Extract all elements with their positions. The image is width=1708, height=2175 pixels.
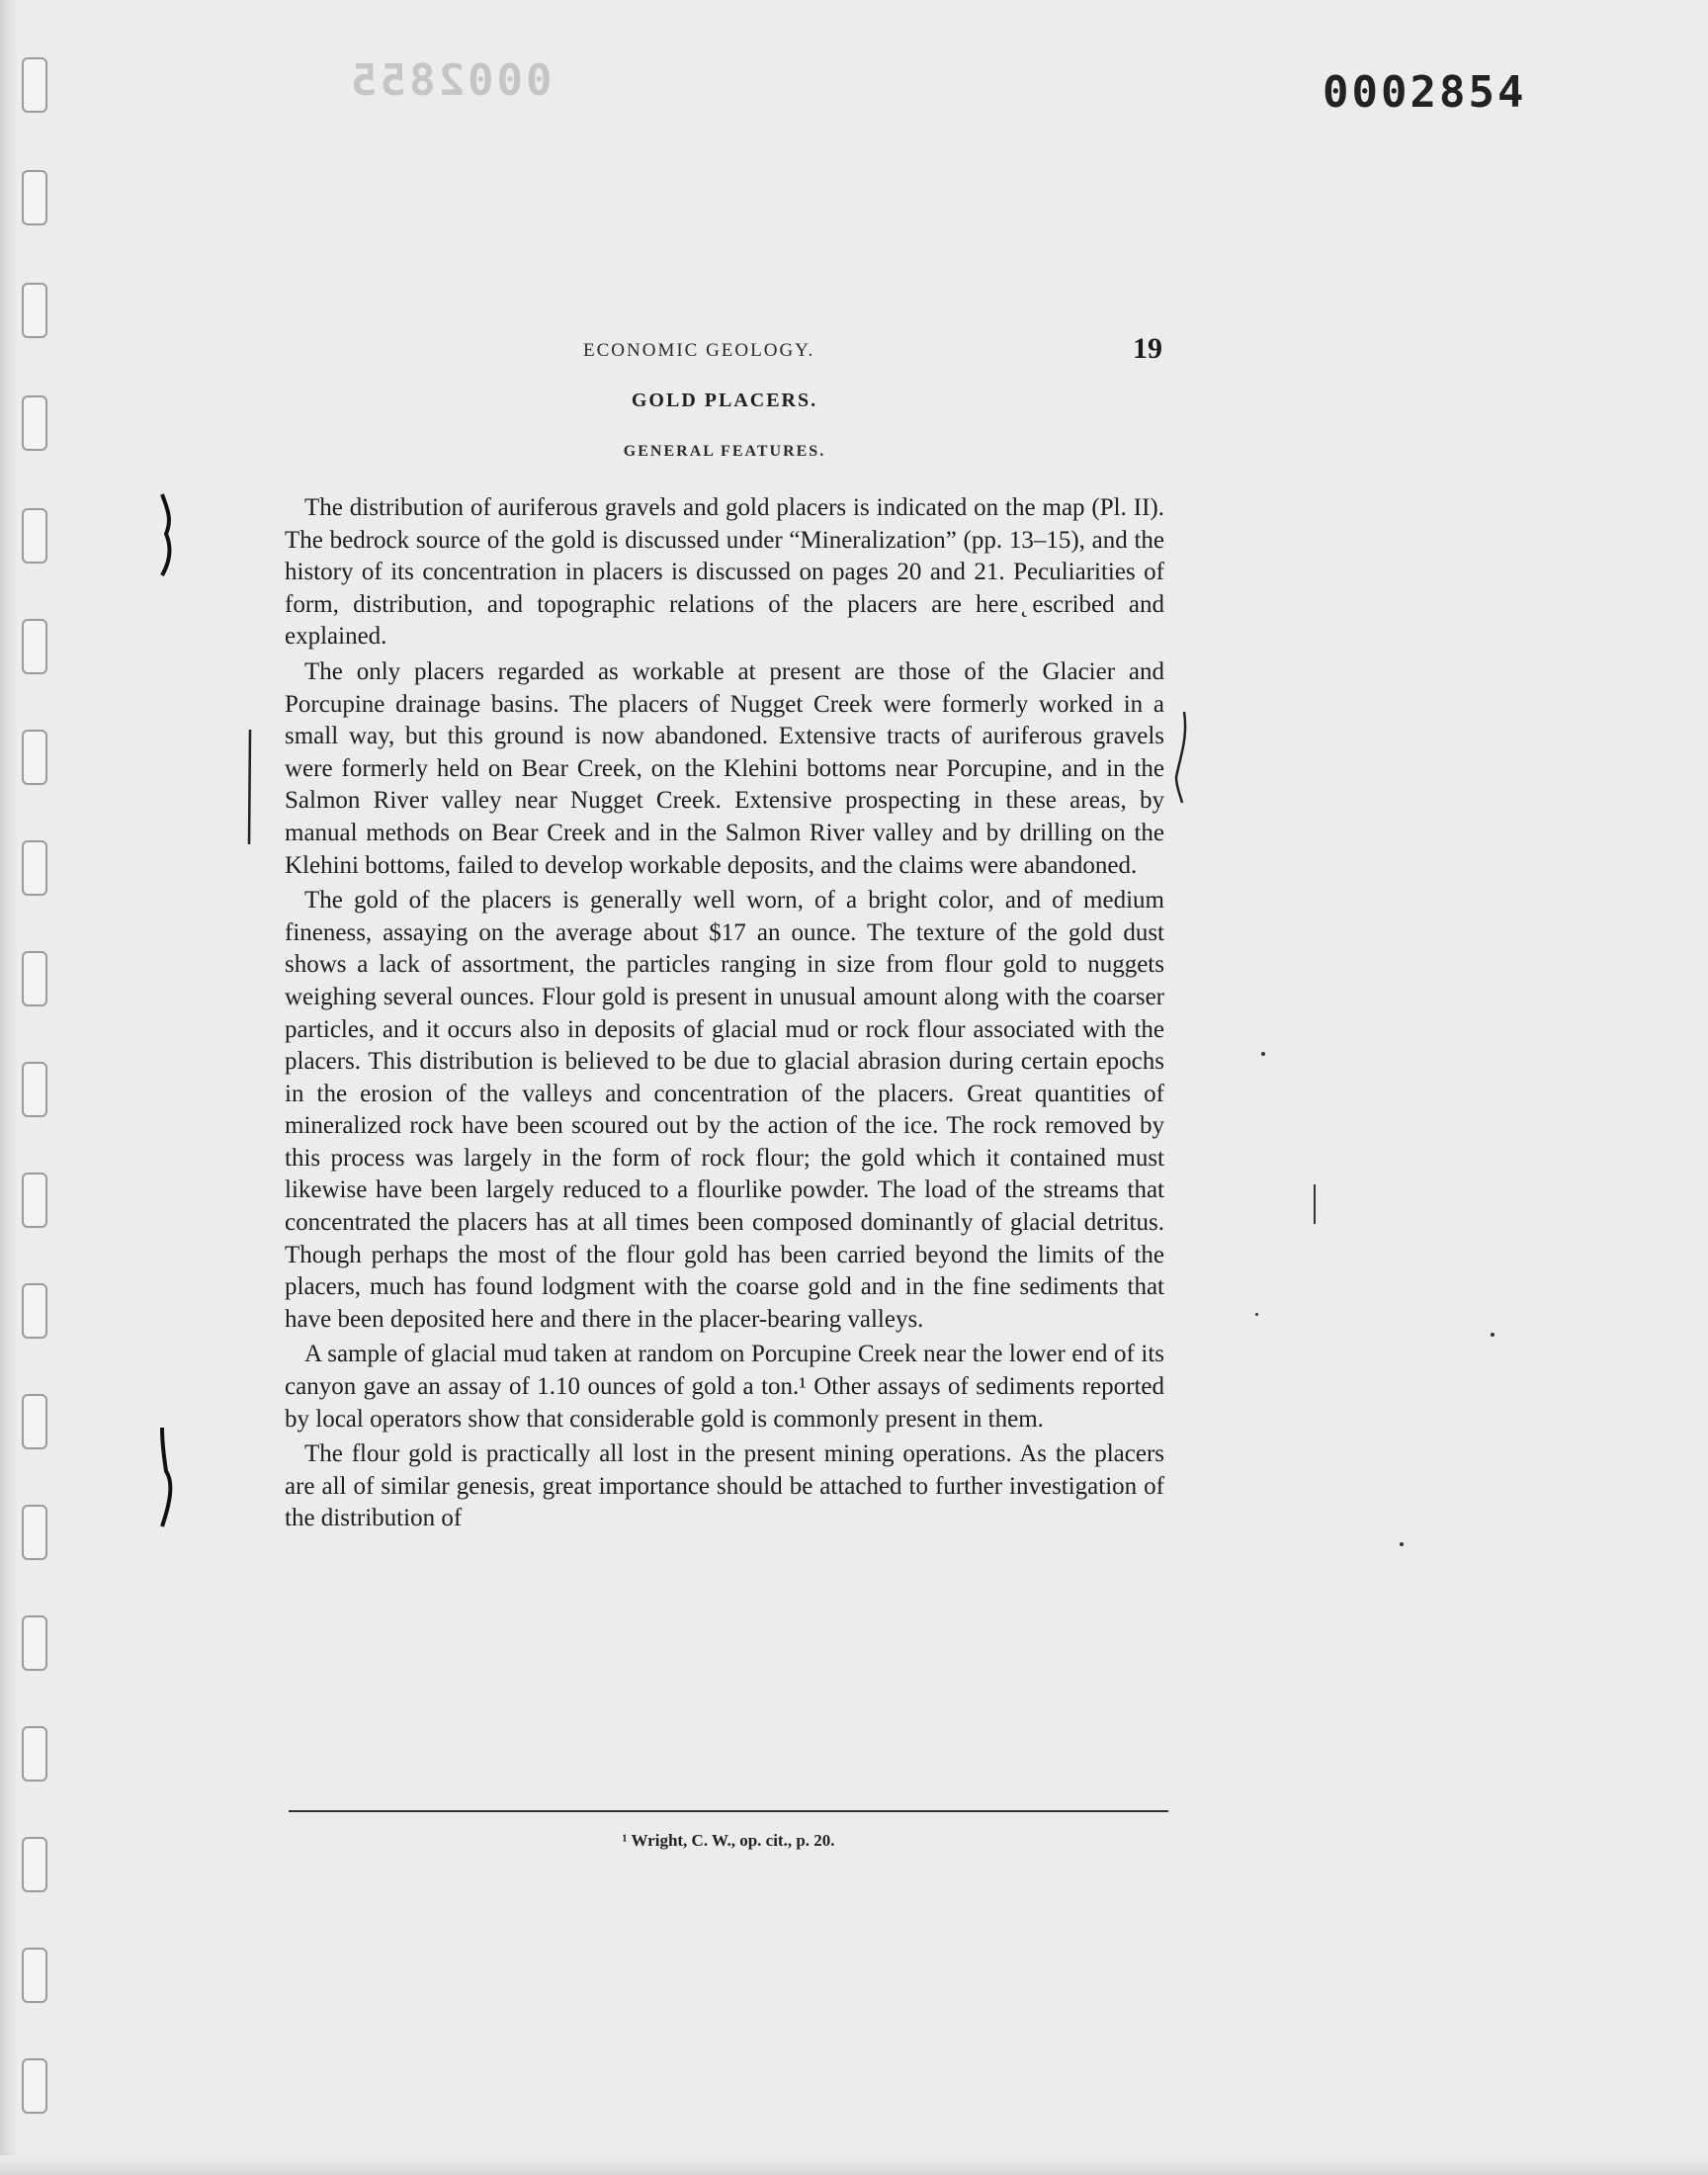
binder-hole bbox=[22, 170, 47, 225]
binder-hole bbox=[22, 283, 47, 338]
binder-hole bbox=[22, 1615, 47, 1671]
stamp-number-bleed-through: 0002855 bbox=[348, 55, 553, 106]
paragraph: The flour gold is practically all lost in the present mining operations. As the placers are all of similar genesis, great importance should be attached to further investigation of the distribution of bbox=[285, 1440, 1164, 1532]
binder-hole bbox=[22, 395, 47, 451]
scan-speck bbox=[1400, 1542, 1404, 1546]
binder-hole bbox=[22, 951, 47, 1006]
page-number: 19 bbox=[1133, 332, 1162, 365]
binder-hole bbox=[22, 840, 47, 896]
binder-hole bbox=[22, 619, 47, 674]
section-title: GOLD PLACERS. bbox=[631, 390, 818, 411]
page-edge-shadow bbox=[0, 0, 18, 2175]
binder-holes bbox=[22, 47, 61, 2143]
binder-hole bbox=[22, 1394, 47, 1449]
margin-tick-mark bbox=[1311, 1182, 1319, 1226]
paragraph: The gold of the placers is generally well worn, of a bright color, and of medium fineness, assaying on the average about $17 an ounce. The texture of the gold dust shows a lack of assortment, the particles ranging in size from flour gold to nuggets weighing several ounces. Flour gold is present in unusual amount along with the coarser particles, and it occurs also in deposits of glacial mud or rock flour associated with the placers. This distribution is believed to be due to glacial abrasion during certain epochs in the erosion of the valleys and concentration of the placers. Great quantities of mineralized rock have been scoured out by the action of the ice. The rock removed by this process was largely in the form of rock flour; the gold which it contained must likewise have been largely reduced to a flourlike powder. The load of the streams that concentrated the placers has at all times been composed dominantly of glacial detritus. Though perhaps the most of the flour gold has been carried beyond the limits of the placers, much has found lodgment with the coarse gold and in the fine sediments that have been deposited here and there in the placer-bearing valleys. bbox=[285, 887, 1164, 1333]
binder-hole bbox=[22, 1726, 47, 1782]
document-stamp-number: 0002854 bbox=[1323, 67, 1527, 118]
binder-hole bbox=[22, 1837, 47, 1892]
binder-hole bbox=[22, 508, 47, 564]
margin-bracket-mark bbox=[154, 490, 178, 579]
body-text bbox=[285, 492, 1164, 1538]
running-head-title: ECONOMIC GEOLOGY. bbox=[583, 340, 815, 361]
footnote: ¹ Wright, C. W., op. cit., p. 20. bbox=[622, 1831, 835, 1850]
paragraph: The only placers regarded as workable at present are those of the Glacier and Porcupine drainage basins. The placers of Nugget Creek were formerly worked in a small way, but this ground is now abandoned. Extensive tracts of auriferous gravels were formerly held on Bear Creek, on the Klehini bottoms near Porcupine, and in the Salmon River valley near Nugget Creek. Extensive prospecting in these areas, by manual methods on Bear Creek and in the Salmon River valley and by drilling on the Klehini bottoms, failed to develop workable deposits, and the claims were abandoned. bbox=[285, 657, 1164, 879]
paragraph: A sample of glacial mud taken at random on Porcupine Creek near the lower end of its canyon gave an assay of 1.10 ounces of gold a ton.¹ Other assays of sediments reported by local operators show that considerable gold is commonly present in them. bbox=[285, 1341, 1164, 1433]
footnote-rule bbox=[289, 1810, 1168, 1812]
binder-hole bbox=[22, 1948, 47, 2003]
page-bottom-edge bbox=[0, 2155, 1708, 2175]
subsection-title: GENERAL FEATURES. bbox=[623, 443, 826, 460]
binder-hole bbox=[22, 1173, 47, 1228]
scan-speck bbox=[1491, 1333, 1494, 1337]
scan-speck bbox=[1255, 1313, 1258, 1316]
binder-hole bbox=[22, 1283, 47, 1339]
binder-hole bbox=[22, 57, 47, 113]
scan-speck bbox=[1261, 1052, 1265, 1056]
margin-bracket-mark bbox=[154, 1424, 178, 1532]
binder-hole bbox=[22, 730, 47, 785]
margin-paren-mark bbox=[1170, 708, 1194, 807]
margin-line-mark bbox=[245, 728, 255, 846]
binder-hole bbox=[22, 2058, 47, 2114]
binder-hole bbox=[22, 1505, 47, 1560]
running-head bbox=[287, 332, 1162, 372]
binder-hole bbox=[22, 1062, 47, 1117]
paragraph: The distribution of auriferous gravels and gold placers is indicated on the map (Pl. II). The bedrock source of the gold is discussed under “Mineralization” (pp. 13–15), and the history of its concentration in placers is discussed on pages 20 and 21. Peculiarities of form, distribution, and topographic relations of the placers are here ̨escribed and explained. bbox=[285, 494, 1164, 651]
